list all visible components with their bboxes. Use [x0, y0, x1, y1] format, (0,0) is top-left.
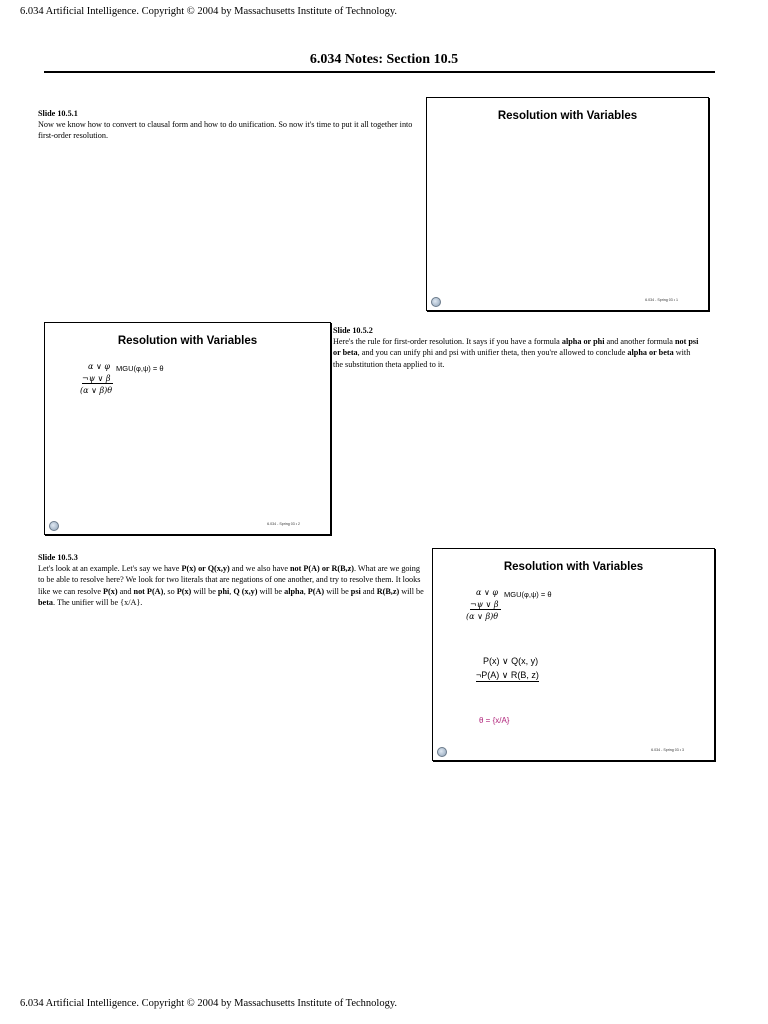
note-text-fragment: Let's look at an example. Let's say we have	[38, 564, 182, 574]
slide-10-5-1	[426, 97, 709, 311]
note-text-fragment: , so	[163, 586, 177, 596]
note-text-fragment: will be	[324, 586, 351, 596]
unifier-theta: θ = {x/A}	[479, 716, 510, 725]
rule-premise-1: α ∨ φ	[476, 588, 498, 597]
note-text-fragment: and another formula	[604, 337, 675, 347]
rule-mgu: MGU(φ,ψ) = θ	[504, 590, 552, 599]
note-emphasis: Q (x,y)	[233, 586, 258, 596]
note-text-fragment: and we also have	[229, 564, 290, 574]
slide-title: Resolution with Variables	[497, 110, 638, 122]
note-emphasis: P(x)	[176, 586, 192, 596]
slide-10-5-2	[44, 322, 331, 535]
note-text-fragment: will be	[191, 586, 218, 596]
note-text-fragment: and	[360, 586, 377, 596]
note-text-fragment: , and you can unify phi and psi with unifier theta, then you're allowed to conclude	[357, 348, 628, 358]
example-clause-1: P(x) ∨ Q(x, y)	[483, 656, 539, 666]
note-heading: Slide 10.5.1	[38, 109, 78, 118]
note-text-fragment: ,	[229, 586, 234, 596]
note-emphasis: P(A)	[307, 586, 325, 596]
note-slide-10-5-2	[333, 325, 701, 370]
note-emphasis: not P(A) or R(B,z)	[290, 564, 354, 574]
note-emphasis: alpha or phi	[561, 337, 605, 347]
page-title: 6.034 Notes: Section 10.5	[309, 52, 459, 67]
rule-premise-1: α ∨ φ	[88, 362, 110, 371]
slide-footer: 6.034 - Spring 03 • 2	[267, 522, 300, 526]
rule-premise-2: ¬ψ ∨ β	[470, 600, 499, 609]
note-emphasis: psi	[350, 586, 361, 596]
note-text-fragment: with the substitution theta applied to it.	[333, 348, 691, 369]
note-emphasis: alpha or beta	[627, 348, 674, 358]
slide-footer: 6.034 - Spring 03 • 3	[651, 748, 684, 752]
note-text-fragment: . What are we going to be able to resolve here? We look for two literals that are negations of one another, and try to resolve them. It looks like we can resolve	[38, 564, 421, 596]
note-emphasis: not psi or beta	[333, 337, 699, 358]
mit-logo-icon	[49, 521, 59, 531]
note-emphasis: R(B,z)	[376, 586, 400, 596]
mit-logo-icon	[437, 747, 447, 757]
footer-copyright: 6.034 Artificial Intelligence. Copyright © 2004 by Massachusetts Institute of Technology.	[20, 998, 398, 1009]
slide-title: Resolution with Variables	[117, 335, 258, 347]
note-slide-10-5-1	[38, 108, 423, 142]
note-text: Now we know how to convert to clausal form and how to do unification. So now it's time to put it all together into first-order resolution.	[38, 120, 413, 141]
title-divider	[44, 71, 715, 73]
rule-mgu: MGU(φ,ψ) = θ	[116, 364, 164, 373]
note-heading: Slide 10.5.2	[333, 326, 373, 335]
note-slide-10-5-3	[38, 552, 428, 608]
slide-footer: 6.034 - Spring 03 • 1	[645, 298, 678, 302]
note-emphasis: alpha	[284, 586, 304, 596]
note-emphasis: phi	[217, 586, 230, 596]
slide-title: Resolution with Variables	[503, 561, 644, 573]
example-clause-2: ¬P(A) ∨ R(B, z)	[476, 670, 539, 680]
note-text-fragment: will be	[399, 586, 424, 596]
note-emphasis: P(x)	[103, 586, 118, 596]
note-text-fragment: ,	[303, 586, 308, 596]
header-copyright: 6.034 Artificial Intelligence. Copyright © 2004 by Massachusetts Institute of Technology.	[20, 6, 398, 17]
note-text-fragment: . The unifier will be {x/A}.	[53, 597, 143, 607]
note-text-fragment: will be	[257, 586, 285, 596]
note-emphasis: beta	[38, 597, 54, 607]
note-text-fragment: Here's the rule for first-order resolution. It says if you have a formula	[333, 337, 562, 347]
note-emphasis: not P(A)	[133, 586, 164, 596]
note-text-fragment: and	[117, 586, 134, 596]
rule-conclusion: (α ∨ β)θ	[80, 386, 113, 395]
slide-10-5-3	[432, 548, 715, 761]
mit-logo-icon	[431, 297, 441, 307]
rule-premise-2: ¬ψ ∨ β	[82, 374, 111, 383]
rule-conclusion: (α ∨ β)θ	[466, 612, 499, 621]
note-heading: Slide 10.5.3	[38, 553, 78, 562]
note-emphasis: P(x) or Q(x,y)	[181, 564, 230, 574]
